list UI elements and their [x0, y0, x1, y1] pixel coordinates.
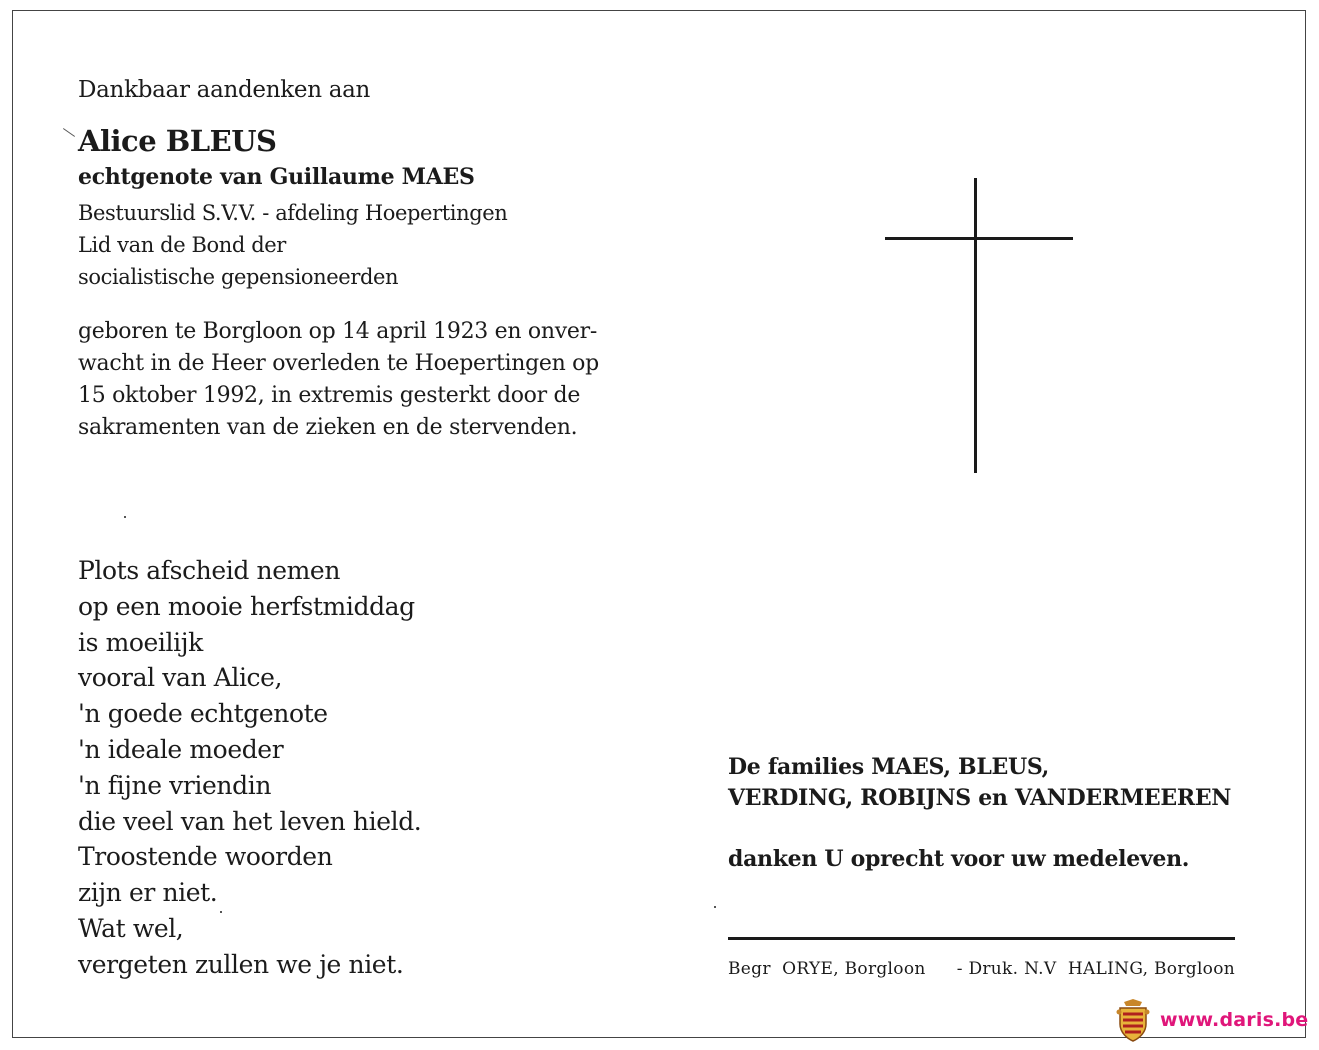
- scan-speck: [714, 906, 716, 908]
- titles-block: [78, 197, 507, 293]
- poem-line: is moeilijk: [78, 627, 203, 657]
- poem-line: vooral van Alice,: [78, 663, 283, 693]
- title-line: Bestuurslid S.V.V. - afdeling Hoepertingen: [78, 201, 508, 225]
- divider-rule: [728, 937, 1235, 940]
- intro-text: Dankbaar aandenken aan: [78, 77, 371, 103]
- poem-line: zijn er niet.: [78, 878, 218, 908]
- scan-speck: [124, 516, 126, 518]
- poem-line: Plots afscheid nemen: [78, 556, 341, 585]
- families-thanks: [728, 752, 1231, 814]
- cross-icon: [974, 178, 977, 473]
- cross-icon-crossbar: [885, 237, 1073, 240]
- poem-line: die veel van het leven hield.: [78, 806, 422, 836]
- biography-line: wacht in de Heer overleden te Hoepertingen op: [78, 351, 599, 376]
- families-line: VERDING, ROBIJNS en VANDERMEEREN: [728, 785, 1232, 811]
- poem-line: vergeten zullen we je niet.: [78, 949, 404, 979]
- watermark: [1116, 998, 1308, 1042]
- printer-credits: [728, 959, 1235, 979]
- scan-speck: [220, 911, 222, 913]
- biography-line: sakramenten van de zieken en de stervenden.: [78, 415, 578, 440]
- title-line: Lid van de Bond der: [78, 233, 286, 257]
- poem-line: 'n fijne vriendin: [78, 770, 272, 800]
- poem-line: op een mooie herfstmiddag: [78, 591, 415, 621]
- printer-credit: - Druk. N.V HALING, Borgloon: [956, 959, 1235, 979]
- families-line: De families MAES, BLEUS,: [728, 754, 1050, 780]
- title-line: socialistische gepensioneerden: [78, 265, 399, 289]
- undertaker-credit: Begr ORYE, Borgloon: [728, 959, 926, 979]
- biography-line: 15 oktober 1992, in extremis gesterkt door de: [78, 383, 581, 408]
- crest-icon: [1116, 998, 1150, 1042]
- poem-line: Wat wel,: [78, 913, 184, 943]
- spouse-line: echtgenote van Guillaume MAES: [78, 164, 475, 190]
- deceased-name: Alice BLEUS: [78, 124, 277, 158]
- poem-line: 'n ideale moeder: [78, 734, 284, 764]
- biography-paragraph: [78, 316, 599, 444]
- poem-line: Troostende woorden: [78, 842, 333, 872]
- watermark-text: www.daris.be: [1160, 1009, 1309, 1031]
- poem-line: 'n goede echtgenote: [78, 699, 328, 729]
- biography-line: geboren te Borgloon op 14 april 1923 en onver-: [78, 319, 597, 344]
- poem: [78, 553, 421, 983]
- thanks-closing: danken U oprecht voor uw medeleven.: [728, 846, 1190, 872]
